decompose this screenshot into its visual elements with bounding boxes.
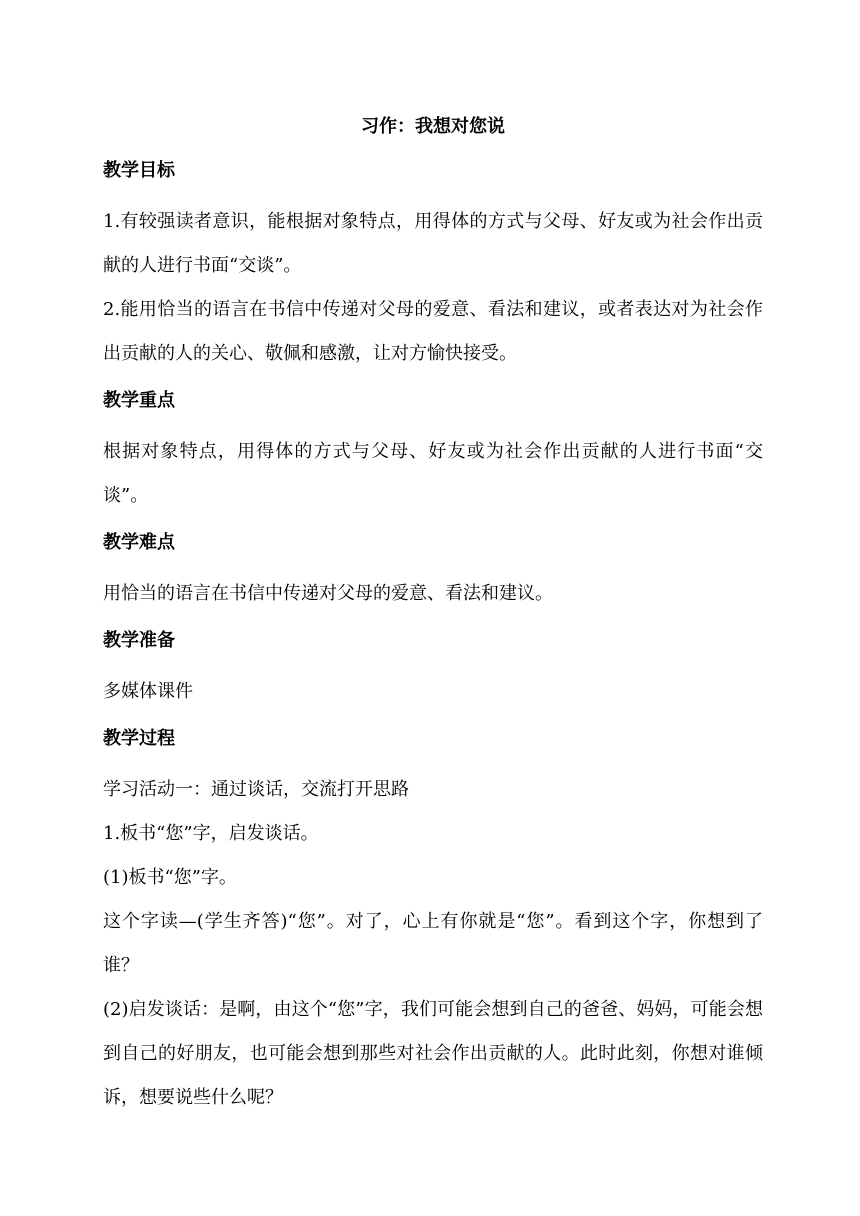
preparation-paragraph: 多媒体课件 [103, 681, 193, 702]
section-heading-process: 教学过程 [103, 728, 175, 749]
section-heading-key-points: 教学重点 [103, 390, 175, 411]
document-page [103, 112, 763, 1120]
process-paragraph-1: 这个字读—(学生齐答)“您”。对了，心上有你就是“您”。看到这个字，你想到了谁？ [103, 911, 763, 976]
process-activity-1: 学习活动一：通过谈话，交流打开思路 [103, 779, 409, 800]
section-heading-difficulties: 教学难点 [103, 532, 175, 553]
document-title: 习作：我想对您说 [361, 116, 505, 137]
objective-paragraph-1: 1.有较强读者意识，能根据对象特点，用得体的方式与父母、好友或为社会作出贡献的人进行书面“交谈”。 [103, 211, 763, 276]
objective-paragraph-2: 2.能用恰当的语言在书信中传递对父母的爱意、看法和建议，或者表达对为社会作出贡献的人的关心、敬佩和感激，让对方愉快接受。 [103, 299, 763, 364]
difficulties-paragraph: 用恰当的语言在书信中传递对父母的爱意、看法和建议。 [103, 583, 553, 604]
section-heading-preparation: 教学准备 [103, 630, 175, 651]
section-heading-objectives: 教学目标 [103, 160, 175, 181]
process-step-1: 1.板书“您”字，启发谈话。 [103, 823, 319, 844]
process-substep-1: (1)板书“您”字。 [103, 867, 237, 888]
key-points-paragraph: 根据对象特点，用得体的方式与父母、好友或为社会作出贡献的人进行书面“交谈”。 [103, 441, 763, 506]
process-substep-2: (2)启发谈话：是啊，由这个“您”字，我们可能会想到自己的爸爸、妈妈，可能会想到自己的好朋友，也可能会想到那些对社会作出贡献的人。此时此刻，你想对谁倾诉，想要说些什么呢？ [103, 999, 763, 1108]
